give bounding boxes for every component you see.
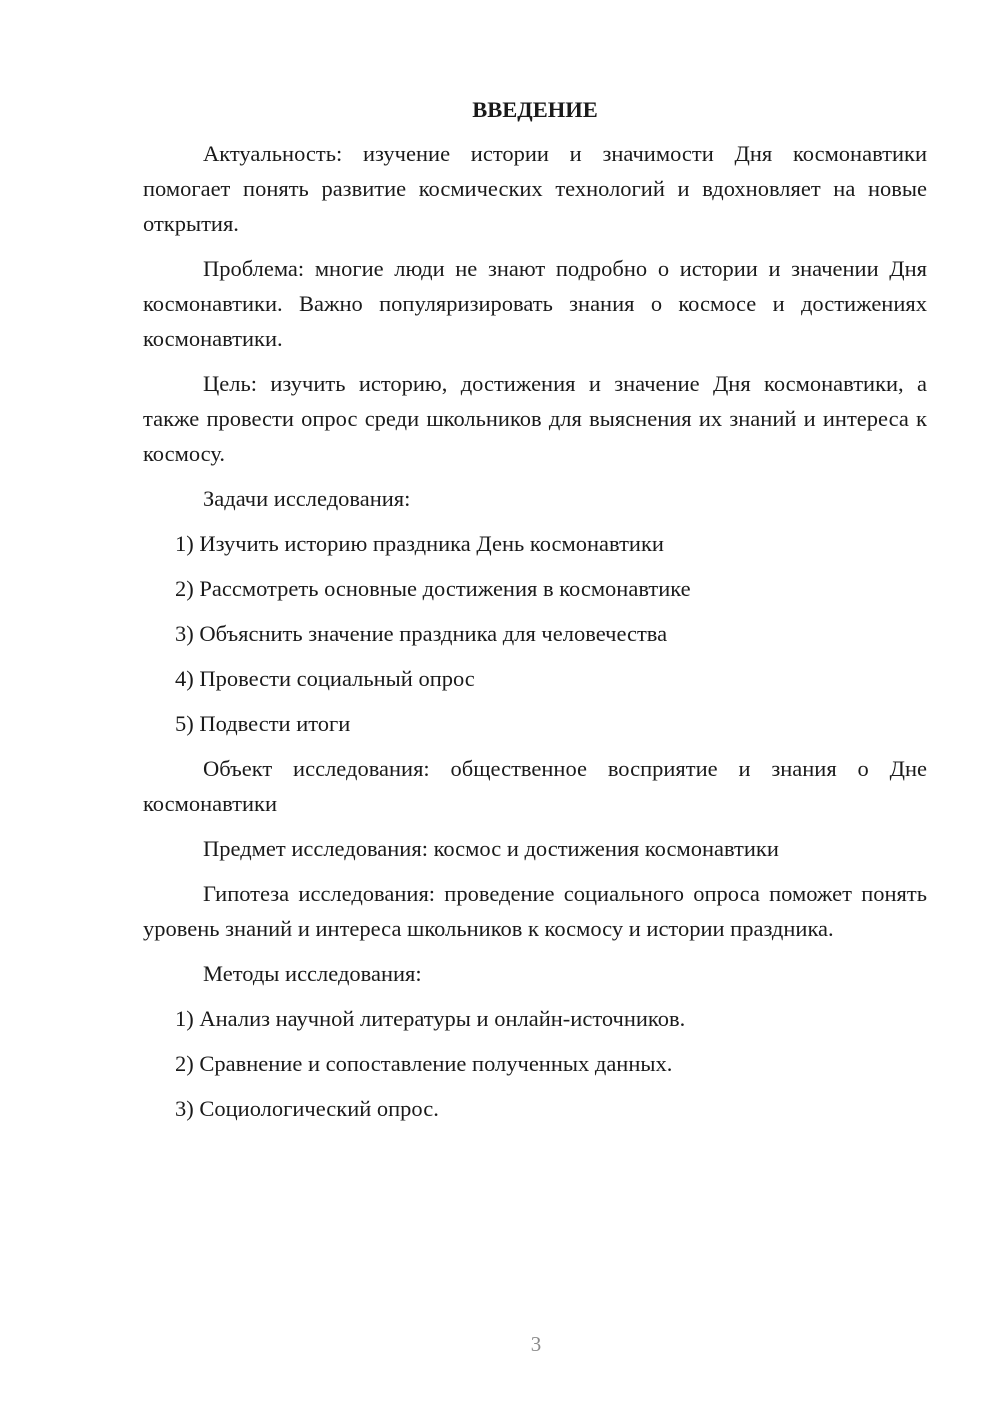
- section-title: ВВЕДЕНИЕ: [472, 97, 598, 122]
- method-item: 3) Социологический опрос.: [175, 1096, 439, 1121]
- task-item: 1) Изучить историю праздника День космонавтики: [175, 531, 664, 556]
- page-content: [143, 92, 927, 1136]
- method-item: 2) Сравнение и сопоставление полученных данных.: [175, 1051, 673, 1076]
- tasks-heading: Задачи исследования:: [203, 486, 411, 511]
- relevance-paragraph: Актуальность: изучение истории и значимости Дня космонавтики помогает понять развитие космических технологий и вдохновляет на новые открытия.: [143, 141, 927, 236]
- method-item: 1) Анализ научной литературы и онлайн-источников.: [175, 1006, 686, 1031]
- problem-paragraph: Проблема: многие люди не знают подробно о истории и значении Дня космонавтики. Важно популяризировать знания о космосе и достижениях космонавтики.: [143, 256, 927, 351]
- object-paragraph: Объект исследования: общественное восприятие и знания о Дне космонавтики: [143, 756, 927, 816]
- hypothesis-paragraph: Гипотеза исследования: проведение социального опроса поможет понять уровень знаний и интереса школьников к космосу и истории праздника.: [143, 881, 927, 941]
- task-item: 2) Рассмотреть основные достижения в космонавтике: [175, 576, 691, 601]
- goal-paragraph: Цель: изучить историю, достижения и значение Дня космонавтики, а также провести опрос среди школьников для выяснения их знаний и интереса к космосу.: [143, 371, 927, 466]
- task-item: 4) Провести социальный опрос: [175, 666, 475, 691]
- page-number: 3: [530, 1332, 542, 1356]
- subject-paragraph: Предмет исследования: космос и достижения космонавтики: [203, 836, 779, 861]
- methods-heading: Методы исследования:: [203, 961, 422, 986]
- task-item: 3) Объяснить значение праздника для человечества: [175, 621, 668, 646]
- task-item: 5) Подвести итоги: [175, 711, 351, 736]
